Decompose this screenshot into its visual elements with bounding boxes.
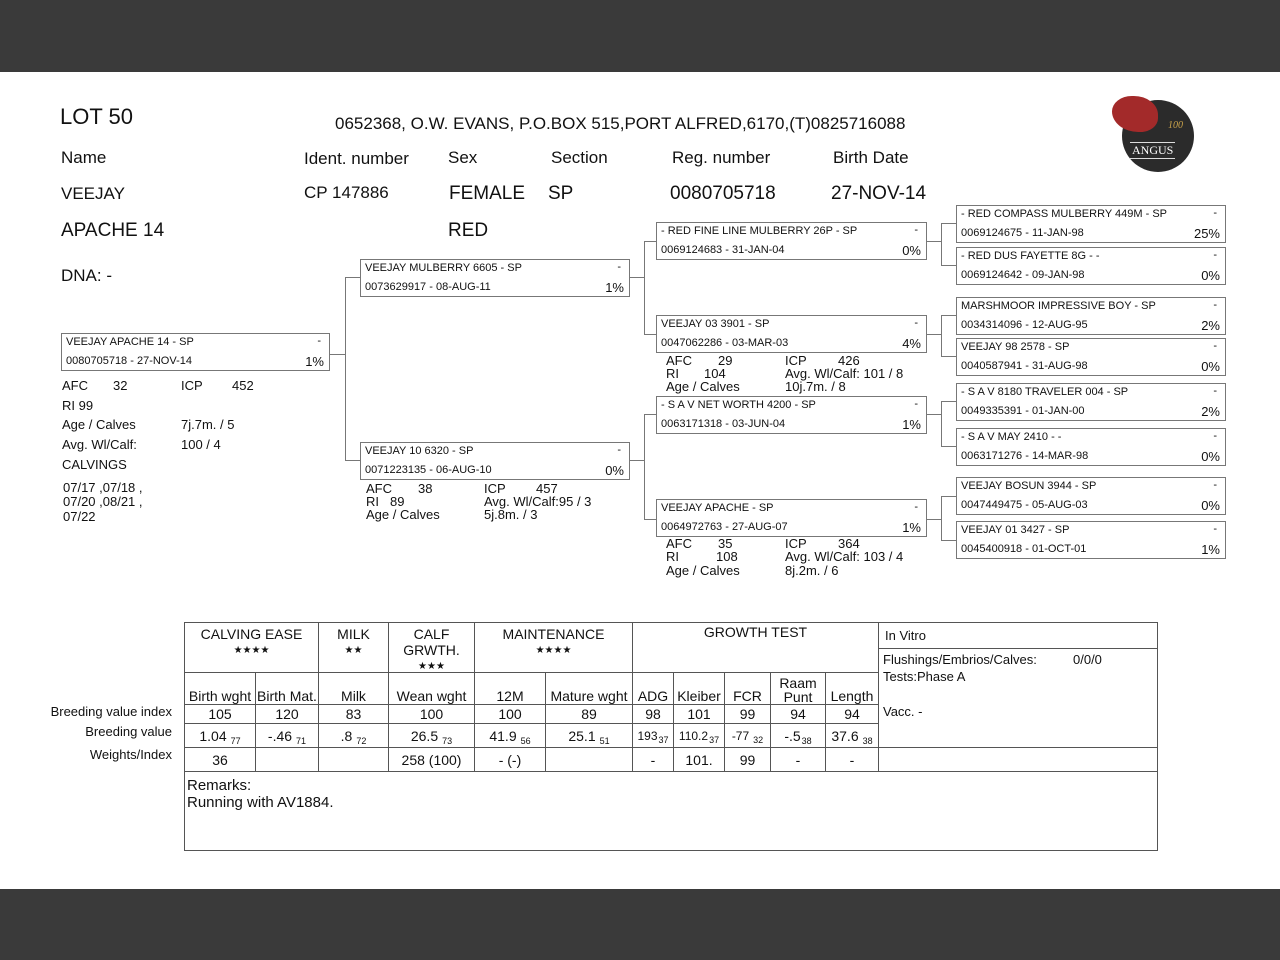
ggp-pct: 0% [1201,449,1220,464]
animal-colour: RED [448,220,489,241]
column-header: 12M [475,673,546,705]
ggp-id: 0047449475 - 05-AUG-03 [961,499,1088,511]
bv-cell [546,724,633,748]
column-header: Mature wght [546,673,633,705]
calvings-line-2: 07/20 ,08/21 , [63,494,143,509]
gp-ri-label: RI [666,366,679,381]
angus-logo [1112,94,1196,174]
gp-wi: Avg. Wl/Calf: 103 / 4 [785,549,904,564]
gp-icp-label: ICP [785,353,807,368]
grandparent-box [656,396,927,434]
gp-mark: - [914,224,918,236]
ggp-mark: - [1213,299,1217,311]
gp-name: - RED FINE LINE MULBERRY 26P - SP [661,225,858,237]
bv-index-cell: 89 [546,705,633,724]
weight-cell: - (-) [475,748,546,772]
lot-number: LOT 50 [60,104,133,129]
ggp-name: VEEJAY BOSUN 3944 - SP [961,480,1097,492]
tests-value: Tests:Phase A [883,669,966,684]
grandparent-box [656,499,927,537]
logo-badge: 100 [1168,120,1183,131]
sire-name: VEEJAY MULBERRY 6605 - SP [365,262,522,274]
weight-cell: 258 (100) [389,748,475,772]
ggp-box [956,247,1226,285]
bv-value: 110.2 [678,728,709,743]
ggp-mark: - [1213,430,1217,442]
bv-value: -.5 [784,727,801,744]
bv-index-cell: 100 [475,705,546,724]
bv-index-cell: 100 [389,705,475,724]
logo-red-shape [1112,96,1158,132]
column-header: ADG [633,673,674,705]
bv-cell [475,724,546,748]
weight-cell: - [771,748,826,772]
ggp-box [956,338,1226,376]
ggp-mark: - [1213,523,1217,535]
gp-icp: 364 [838,536,860,551]
ggp-box [956,205,1226,243]
column-header: Kleiber [674,673,725,705]
bv-accuracy: 71 [296,735,307,746]
ggp-id: 0069124642 - 09-JAN-98 [961,269,1085,281]
gp-name: - S A V NET WORTH 4200 - SP [661,399,816,411]
gp-afc-label: AFC [666,353,692,368]
header-name: Name [61,148,107,167]
dam-wi: Avg. Wl/Calf:95 / 3 [484,494,592,509]
animal-section: SP [548,183,574,204]
group-maintenance [475,623,633,673]
rating-stars: ★★★★ [233,645,270,656]
bv-index-cell: 83 [319,705,389,724]
gp-pct: 1% [902,417,921,432]
dam-pct: 0% [605,463,624,478]
ggp-pct: 2% [1201,318,1220,333]
bv-value: 1.04 [199,727,227,744]
ggp-id: 0045400918 - 01-OCT-01 [961,543,1087,555]
bv-cell [674,724,725,748]
ggp-name: VEEJAY 98 2578 - SP [961,341,1070,353]
gp-pct: 1% [902,520,921,535]
bv-cell [725,724,771,748]
subject-wi-label: Avg. Wl/Calf: [62,437,137,452]
ggp-pct: 2% [1201,404,1220,419]
gp-name: VEEJAY APACHE - SP [661,502,774,514]
breeding-value-table [184,622,1158,851]
ggp-name: VEEJAY 01 3427 - SP [961,524,1070,536]
calvings-line-3: 07/22 [63,509,96,524]
gp-mark: - [914,501,918,513]
dna-status: DNA: - [61,266,112,285]
bv-accuracy: 37 [709,734,720,745]
bv-accuracy: 51 [599,735,610,746]
column-header: Length [826,673,879,705]
gp-pct: 0% [902,243,921,258]
ggp-mark: - [1213,340,1217,352]
group-growth-test [633,623,879,673]
dam-mark: - [617,444,621,456]
remarks-text: Running with AV1884. [187,794,334,811]
weight-cell [256,748,319,772]
subject-icp-label: ICP [181,378,203,393]
weight-cell: 101. [674,748,725,772]
ggp-id: 0069124675 - 11-JAN-98 [961,227,1084,239]
gp-id: 0069124683 - 31-JAN-04 [661,244,785,256]
bv-accuracy: 77 [230,735,241,746]
sire-id: 0073629917 - 08-AUG-11 [365,281,491,293]
weight-cell [319,748,389,772]
ggp-pct: 0% [1201,498,1220,513]
subject-mark: - [317,335,321,347]
subject-icp: 452 [232,378,254,393]
bv-value: -.46 [267,727,293,744]
weight-cell: 99 [725,748,771,772]
column-header: FCR [725,673,771,705]
grandparent-box [656,222,927,260]
row-label-weights: Weights/Index [89,747,172,762]
gp-name: VEEJAY 03 3901 - SP [661,318,770,330]
ggp-name: - S A V 8180 TRAVELER 004 - SP [961,386,1129,398]
subject-afc: 32 [113,378,128,393]
ggp-box [956,428,1226,466]
group-calving-ease [185,623,319,673]
dam-ri-label: RI [366,494,379,509]
group-label: MILK [337,626,370,642]
ggp-box [956,477,1226,515]
dam-box [360,442,630,480]
gp-afc: 29 [718,353,733,368]
row-label-bv-index: Breeding value index [50,704,172,719]
grandparent-box [656,315,927,353]
sire-box [360,259,630,297]
remarks-label: Remarks: [187,777,252,794]
rating-stars: ★★ [344,645,363,656]
bv-value: 25.1 [568,727,596,744]
group-milk [319,623,389,673]
logo-text: ANGUS [1132,143,1174,157]
header-reg: Reg. number [672,148,771,167]
ggp-mark: - [1213,207,1217,219]
gp-age-label: Age / Calves [666,379,740,394]
owner-details: 0652368, O.W. EVANS, P.O.BOX 515,PORT ALFRED,6170,(T)0825716088 [335,114,906,133]
ggp-id: 0063171276 - 14-MAR-98 [961,450,1089,462]
gp-id: 0064972763 - 27-AUG-07 [661,521,788,533]
bv-cell [319,724,389,748]
subject-ri: RI 99 [62,398,94,413]
calvings-label: CALVINGS [62,457,127,472]
ggp-name: - S A V MAY 2410 - - [961,431,1062,443]
subject-pct: 1% [305,354,324,369]
animal-sex: FEMALE [449,183,526,204]
sire-pct: 1% [605,280,624,295]
ggp-mark: - [1213,385,1217,397]
header-sex: Sex [448,148,478,167]
dam-id: 0071223135 - 06-AUG-10 [365,464,492,476]
bv-value: 37.6 [831,727,859,744]
weight-cell: 36 [185,748,256,772]
ggp-id: 0049335391 - 01-JAN-00 [961,405,1085,417]
animal-birth: 27-NOV-14 [831,183,927,204]
bv-cell [633,724,674,748]
bv-value: .8 [340,727,353,744]
gp-age-label: Age / Calves [666,563,740,578]
gp-mark: - [914,398,918,410]
gp-ri: 108 [716,549,738,564]
bv-index-cell: 99 [725,705,771,724]
dam-age-label: Age / Calves [366,507,440,522]
bv-cell [256,724,319,748]
bv-index-cell: 98 [633,705,674,724]
bv-accuracy: 73 [442,735,453,746]
gp-ri-label: RI [666,549,679,564]
ggp-name: MARSHMOOR IMPRESSIVE BOY - SP [961,300,1156,312]
gp-icp-label: ICP [785,536,807,551]
gp-pct: 4% [902,336,921,351]
rating-stars: ★★★ [418,661,445,672]
ggp-box [956,383,1226,421]
side-panel-bottom [879,748,1158,772]
bv-accuracy: 32 [753,734,764,745]
group-calf-growth [389,623,475,673]
gp-afc: 35 [718,536,733,551]
subject-wi: 100 / 4 [181,437,221,452]
dam-afc-label: AFC [366,481,392,496]
column-header: Raam Punt [771,673,826,705]
ggp-mark: - [1213,479,1217,491]
gp-id: 0047062286 - 03-MAR-03 [661,337,789,349]
bv-cell [185,724,256,748]
flushings-value: 0/0/0 [1073,652,1102,667]
animal-reg: 0080705718 [670,183,776,204]
in-vitro-label: In Vitro [879,623,1157,649]
vaccination-value: Vacc. - [883,704,923,719]
gp-id: 0063171318 - 03-JUN-04 [661,418,786,430]
bv-accuracy: 38 [801,735,812,746]
flushings-label: Flushings/Embrios/Calves: [883,652,1037,667]
column-header: Birth Mat. [256,673,319,705]
ggp-mark: - [1213,249,1217,261]
column-header: Wean wght [389,673,475,705]
header-ident: Ident. number [304,149,409,168]
gp-wi: Avg. Wl/Calf: 101 / 8 [785,366,904,381]
gp-afc-label: AFC [666,536,692,551]
group-label: CALF GRWTH. [403,626,460,658]
bv-accuracy: 38 [862,735,873,746]
remarks-cell [185,772,1158,851]
subject-id: 0080705718 - 27-NOV-14 [66,355,192,367]
bv-index-cell: 94 [826,705,879,724]
row-label-bv: Breeding value [85,724,172,739]
bv-index-cell: 94 [771,705,826,724]
dam-afc: 38 [418,481,433,496]
group-label: GROWTH TEST [703,624,808,640]
ggp-id: 0040587941 - 31-AUG-98 [961,360,1088,372]
subject-afc-label: AFC [62,378,88,393]
column-header: Milk [319,673,389,705]
ggp-pct: 0% [1201,359,1220,374]
subject-age-label: Age / Calves [62,417,136,432]
bv-cell [389,724,475,748]
calvings-line-1: 07/17 ,07/18 , [63,480,143,495]
subject-age: 7j.7m. / 5 [181,417,235,432]
animal-name-2: APACHE 14 [61,220,165,241]
side-panel [879,623,1158,748]
group-label: CALVING EASE [200,626,303,642]
bv-value: 41.9 [489,727,517,744]
subject-box [61,333,330,371]
bv-accuracy: 37 [658,734,669,745]
group-label: MAINTENANCE [502,626,605,642]
dam-name: VEEJAY 10 6320 - SP [365,445,474,457]
bv-index-cell: 120 [256,705,319,724]
rating-stars: ★★★★ [535,645,572,656]
ggp-id: 0034314096 - 12-AUG-95 [961,319,1088,331]
ggp-pct: 1% [1201,542,1220,557]
weight-cell: - [826,748,879,772]
gp-icp: 426 [838,353,860,368]
weight-cell: - [633,748,674,772]
animal-ident: CP 147886 [304,183,389,202]
dam-icp-label: ICP [484,481,506,496]
bv-value: -77 [731,728,750,743]
bv-accuracy: 56 [520,735,531,746]
gp-mark: - [914,317,918,329]
bv-index-cell: 105 [185,705,256,724]
gp-ri: 104 [704,366,726,381]
header-birth: Birth Date [833,148,909,167]
header-section: Section [551,148,608,167]
ggp-pct: 25% [1193,226,1220,241]
bv-accuracy: 72 [356,735,367,746]
ggp-box [956,297,1226,335]
ggp-pct: 0% [1201,268,1220,283]
dam-age: 5j.8m. / 3 [484,507,538,522]
subject-name: VEEJAY APACHE 14 - SP [66,336,194,348]
sire-mark: - [617,261,621,273]
column-header: Birth wght [185,673,256,705]
animal-name-1: VEEJAY [61,184,125,203]
gp-age: 10j.7m. / 8 [785,379,846,394]
bv-index-cell: 101 [674,705,725,724]
dam-icp: 457 [536,481,558,496]
bv-value: 193 [637,728,658,743]
dam-ri: 89 [390,494,405,509]
ggp-name: - RED DUS FAYETTE 8G - - [961,250,1100,262]
weight-cell [546,748,633,772]
gp-age: 8j.2m. / 6 [785,563,839,578]
bv-cell [771,724,826,748]
bv-value: 26.5 [410,727,439,744]
ggp-box [956,521,1226,559]
ggp-name: - RED COMPASS MULBERRY 449M - SP [961,208,1167,220]
bv-cell [826,724,879,748]
